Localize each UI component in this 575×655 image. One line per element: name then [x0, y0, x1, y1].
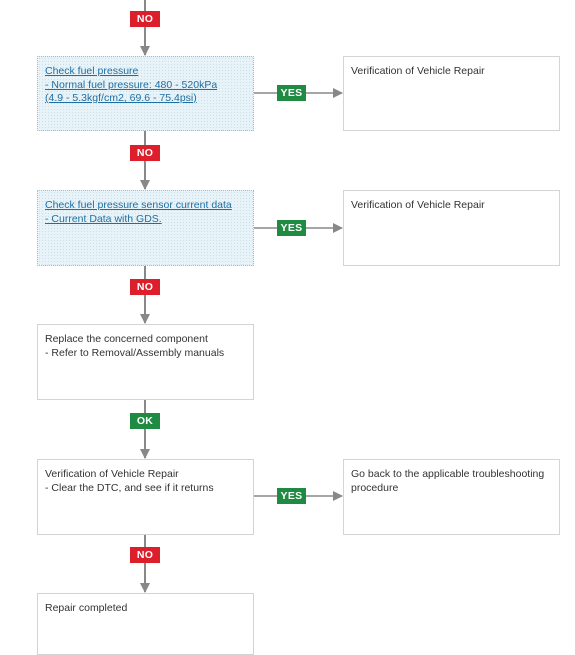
verification-line-2: - Clear the DTC, and see if it returns: [45, 481, 214, 494]
no-badge-1: NO: [130, 145, 160, 161]
check-sensor-data-link[interactable]: Check fuel pressure sensor current data: [45, 199, 232, 211]
go-back-line-2: procedure: [351, 481, 399, 494]
normal-fuel-pressure-link[interactable]: - Normal fuel pressure: 480 - 520kPa: [45, 78, 218, 91]
step-repair-completed: [37, 593, 254, 655]
step-verification: [37, 459, 254, 535]
result-verification-2-text: Verification of Vehicle Repair: [351, 199, 485, 211]
yes-badge-1: YES: [277, 85, 306, 101]
repair-completed-text: Repair completed: [45, 602, 128, 614]
result-verification-1: [343, 56, 560, 131]
fuel-pressure-units-link[interactable]: (4.9 - 5.3kgf/cm2, 69.6 - 75.4psi): [45, 92, 197, 104]
no-badge-3: NO: [130, 547, 160, 563]
step-check-fuel-pressure: [37, 56, 254, 131]
no-badge-top: NO: [130, 11, 160, 27]
result-verification-2: [343, 190, 560, 266]
verification-line-1: Verification of Vehicle Repair: [45, 468, 179, 480]
step-replace-component: [37, 324, 254, 400]
replace-component-line-2: - Refer to Removal/Assembly manuals: [45, 346, 225, 359]
replace-component-line-1: Replace the concerned component: [45, 333, 208, 345]
result-go-back: [343, 459, 560, 535]
result-verification-1-text: Verification of Vehicle Repair: [351, 65, 485, 77]
yes-badge-2: YES: [277, 220, 306, 236]
step-check-sensor-data: [37, 190, 254, 266]
current-data-gds-link[interactable]: - Current Data with GDS.: [45, 212, 162, 225]
go-back-line-1: Go back to the applicable troubleshooting: [351, 468, 545, 480]
yes-badge-3: YES: [277, 488, 306, 504]
no-badge-2: NO: [130, 279, 160, 295]
ok-badge-1: OK: [130, 413, 160, 429]
check-fuel-pressure-link[interactable]: Check fuel pressure: [45, 65, 139, 77]
